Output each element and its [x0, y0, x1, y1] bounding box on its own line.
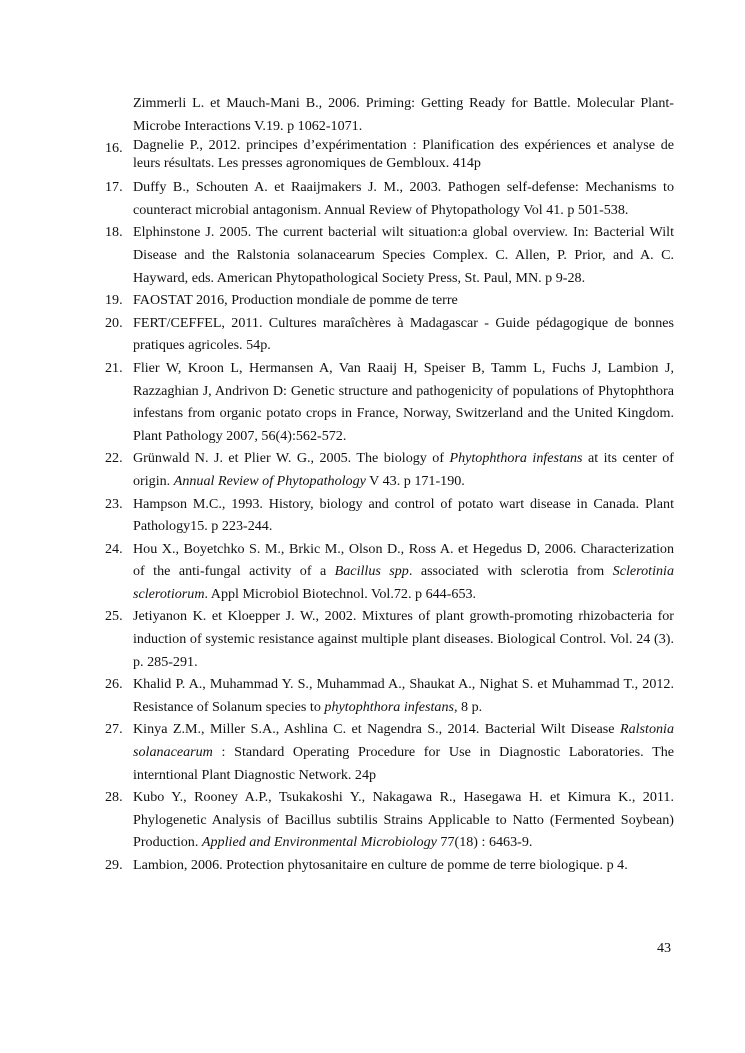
reference-number: 27. — [105, 721, 123, 738]
reference-entry — [105, 221, 674, 289]
reference-text — [133, 786, 674, 854]
reference-entries — [105, 137, 674, 876]
reference-text — [133, 493, 674, 538]
reference-segment: . Appl Microbiol Biotechnol. Vol.72. p 644-653. — [204, 585, 477, 602]
reference-number: 22. — [105, 450, 123, 467]
reference-segment: Kubo Y., Rooney A.P., Tsukakoshi Y., Nakagawa R., Hasegawa H. et Kimura K., 2011. Phylogenetic Analysis of Bacillus subtilis Strains Applicable to Natto (Fermented Soybean) Production. — [133, 789, 674, 851]
reference-text — [133, 137, 674, 172]
reference-number: 26. — [105, 676, 123, 693]
reference-italic-segment: Sclerotinia sclerotiorum — [133, 563, 674, 602]
reference-number: 17. — [105, 179, 123, 196]
reference-text — [133, 312, 674, 357]
reference-text — [133, 289, 674, 312]
reference-number: 28. — [105, 789, 123, 806]
reference-segment: Dagnelie P., 2012. principes d’expérimentation : Planification des expériences et analyse de leurs résultats. Les presses agronomiques de Gembloux. 414p — [133, 137, 674, 171]
reference-text — [133, 538, 674, 606]
reference-text — [133, 605, 674, 673]
reference-segment: Jetiyanon K. et Kloepper J. W., 2002. Mixtures of plant growth-promoting rhizobacteria for induction of systemic resistance against multiple plant diseases. Biological Control. Vol. 24 (3). p. 285-291. — [133, 608, 674, 670]
reference-number: 16. — [105, 140, 123, 157]
reference-number: 29. — [105, 857, 123, 873]
reference-segment: . associated with sclerotia from — [408, 563, 613, 580]
reference-entry — [105, 357, 674, 447]
reference-number: 21. — [105, 359, 123, 376]
reference-segment: Flier W, Kroon L, Hermansen A, Van Raaij H, Speiser B, Tamm L, Fuchs J, Lambion J, Razzaghian J, Andrivon D: Genetic structure and pathogenicity of populations of Phytophthora infestans from organic potato crops in France, Norway, Switzerland and the United Kingdom. Plant Pathology 2007, 56(4):562-572. — [133, 359, 674, 444]
reference-text — [133, 176, 674, 221]
reference-italic-segment: Applied and Environmental Microbiology — [201, 834, 437, 851]
reference-text — [133, 357, 674, 447]
continued-reference-text: Zimmerli L. et Mauch-Mani B., 2006. Priming: Getting Ready for Battle. Molecular Plant-Microbe Interactions V.19. p 1062-1071. — [133, 95, 674, 134]
reference-entry — [105, 786, 674, 854]
reference-segment: Elphinstone J. 2005. The current bacterial wilt situation:a global overview. In: Bacterial Wilt Disease and the Ralstonia solanacearum Species Complex. C. Allen, P. Prior, and A. C. Hayward, eds. American Phytopathological Society Press, St. Paul, MN. p 9-28. — [133, 224, 674, 286]
reference-entry — [105, 312, 674, 357]
reference-segment: V 43. p 171-190. — [365, 472, 465, 489]
reference-italic-segment: Ralstonia solanacearum — [133, 721, 674, 761]
reference-text — [133, 447, 674, 492]
reference-segment: Khalid P. A., Muhammad Y. S., Muhammad A., Shaukat A., Nighat S. et Muhammad T., 2012. Resistance of Solanum species to — [133, 676, 674, 715]
reference-segment: FERT/CEFFEL, 2011. Cultures maraîchères à Madagascar - Guide pédagogique de bonnes pratiques agricoles. 54p. — [133, 314, 674, 354]
reference-text — [133, 673, 674, 718]
reference-segment: Hou X., Boyetchko S. M., Brkic M., Olson D., Ross A. et Hegedus D, 2006. Characterization of the anti-fungal activity of a — [133, 540, 674, 580]
reference-entry — [105, 493, 674, 538]
reference-segment: at its center of origin. — [133, 450, 674, 489]
reference-entry — [105, 447, 674, 492]
reference-entry — [105, 538, 674, 606]
reference-italic-segment: phytophthora infestans — [324, 698, 454, 715]
reference-segment: Hampson M.C., 1993. History, biology and control of potato wart disease in Canada. Plant Pathology15. p 223-244. — [133, 495, 674, 535]
reference-list — [105, 92, 674, 877]
reference-italic-segment: Annual Review of Phytopathology — [173, 472, 366, 489]
reference-entry — [105, 673, 674, 718]
continued-reference — [105, 92, 674, 137]
reference-text — [133, 718, 674, 786]
page-number: 43 — [657, 940, 672, 956]
reference-segment: FAOSTAT 2016, Production mondiale de pomme de terre — [133, 292, 458, 309]
reference-segment: , 8 p. — [454, 698, 483, 715]
reference-number: 20. — [105, 314, 123, 331]
reference-segment: 77(18) : 6463-9. — [436, 834, 533, 851]
reference-text — [133, 221, 674, 289]
reference-segment: Kinya Z.M., Miller S.A., Ashlina C. et Nagendra S., 2014. Bacterial Wilt Disease — [133, 721, 620, 738]
reference-italic-segment: Phytophthora infestans — [449, 450, 583, 467]
reference-entry — [105, 854, 674, 877]
reference-number: 19. — [105, 292, 123, 309]
reference-number: 24. — [105, 540, 123, 557]
reference-segment: Lambion, 2006. Protection phytosanitaire en culture de pomme de terre biologique. p 4. — [133, 857, 628, 873]
reference-number: 25. — [105, 608, 123, 625]
reference-number: 23. — [105, 495, 123, 512]
reference-entry — [105, 289, 674, 312]
reference-entry — [105, 137, 674, 172]
reference-entry — [105, 176, 674, 221]
reference-entry — [105, 718, 674, 786]
reference-number: 18. — [105, 224, 123, 241]
reference-segment: Grünwald N. J. et Plier W. G., 2005. The biology of — [133, 450, 450, 467]
reference-italic-segment: Bacillus spp — [334, 563, 409, 580]
reference-segment: : Standard Operating Procedure for Use in Diagnostic Laboratories. The interntional Plant Diagnostic Network. 24p — [133, 744, 674, 783]
reference-segment: Duffy B., Schouten A. et Raaijmakers J. M., 2003. Pathogen self-defense: Mechanisms to counteract microbial antagonism. Annual Review of Phytopathology Vol 41. p 501-538. — [133, 179, 674, 218]
reference-entry — [105, 605, 674, 673]
reference-text — [133, 854, 674, 877]
